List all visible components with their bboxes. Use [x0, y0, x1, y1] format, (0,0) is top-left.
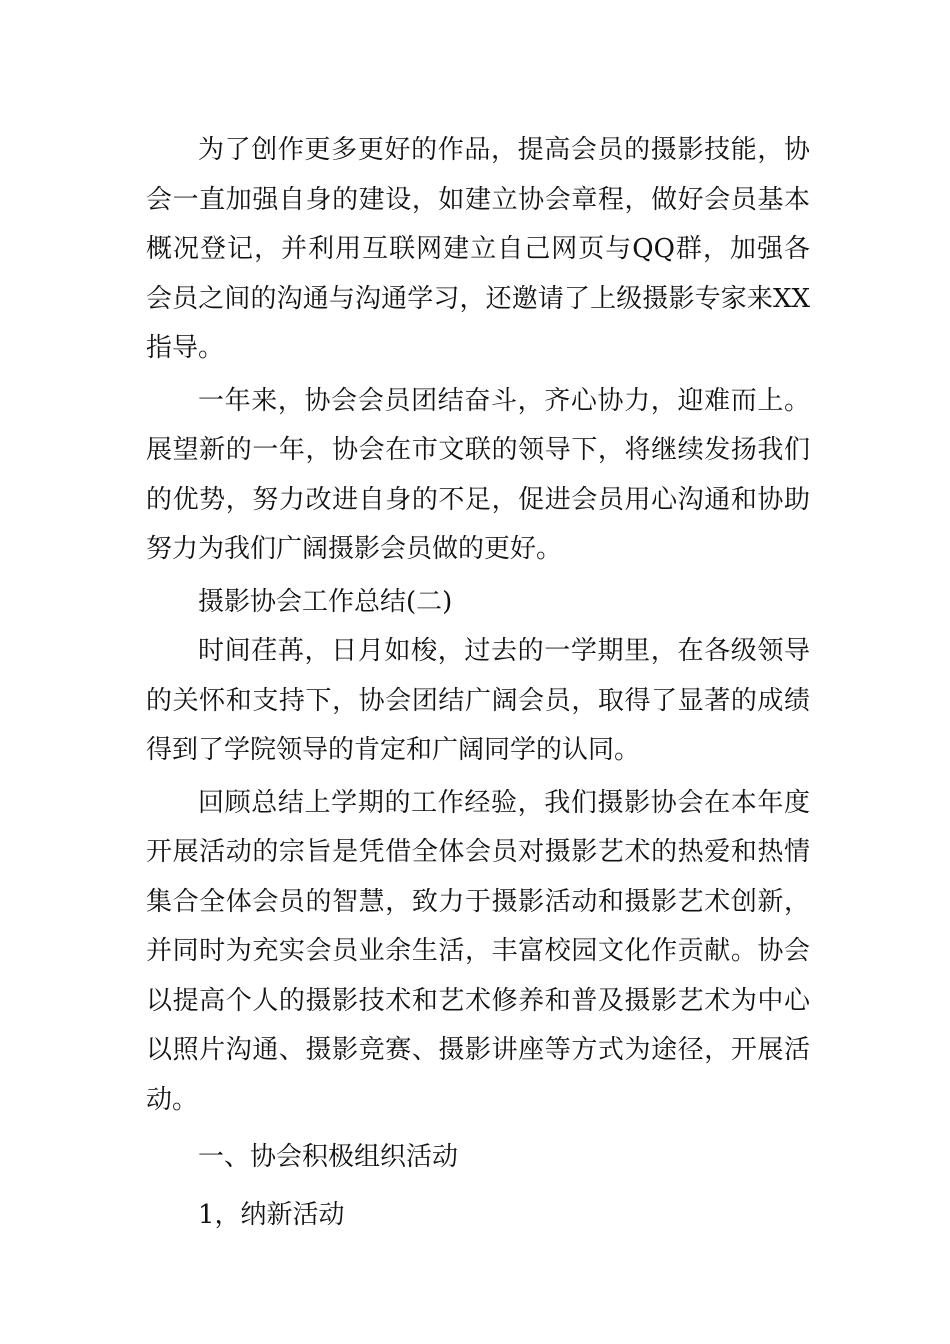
paragraph-outlook: 一年来，协会会员团结奋斗，齐心协力，迎难而上。展望新的一年，协会在市文联的领导下，将继续发扬我们的优势，努力改进自身的不足，促进会员用心沟通和协助努力为我们广阔摄影会员做的更好。: [146, 385, 810, 564]
heading-activities: 一、协会积极组织活动: [198, 1142, 459, 1172]
paragraph-intro: 时间荏苒，日月如梭，过去的一学期里，在各级领导的关怀和支持下，协会团结广阔会员，取得了显著的成绩得到了学院领导的肯定和广阔同学的认同。: [146, 636, 810, 765]
section-title: 摄影协会工作总结(二): [198, 586, 453, 617]
document-body: [146, 126, 810, 1240]
paragraph-review: 回顾总结上学期的工作经验，我们摄影协会在本年度开展活动的宗旨是凭借全体会员对摄影艺术的热爱和热情集合全体会员的智慧，致力于摄影活动和摄影艺术创新，并同时为充实会员业余生活，丰富校园文化作贡献。协会以提高个人的摄影技术和艺术修养和普及摄影艺术为中心以照片沟通、摄影竞赛、摄影讲座等方式为途径，开展活动。: [146, 787, 810, 1115]
heading-recruitment: 1，纳新活动: [198, 1199, 345, 1230]
paragraph-guidance: 为了创作更多更好的作品，提高会员的摄影技能，协会一直加强自身的建设，如建立协会章程，做好会员基本概况登记，并利用互联网建立自己网页与QQ群，加强各会员之间的沟通与沟通学习，还邀请了上级摄影专家来XX指导。: [146, 135, 810, 363]
